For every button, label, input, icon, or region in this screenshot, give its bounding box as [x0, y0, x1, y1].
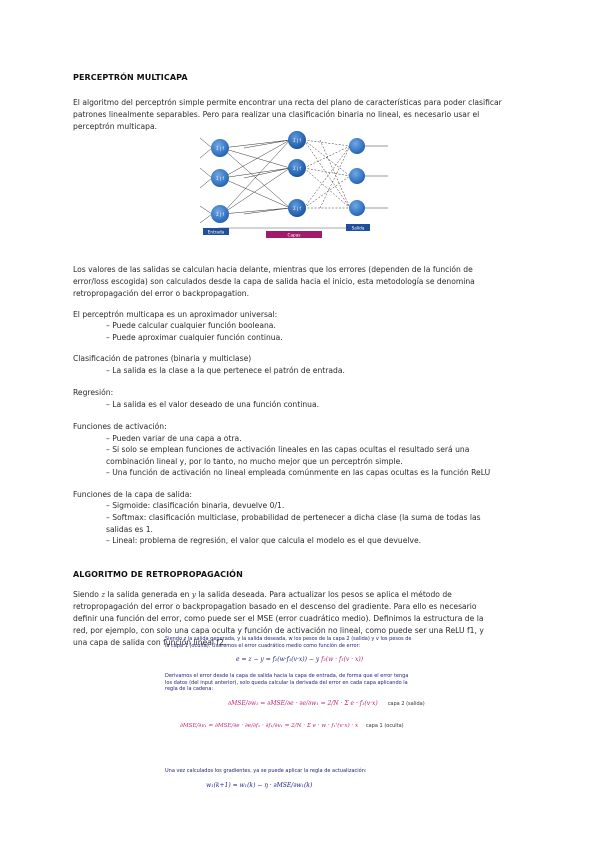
text-line: El algoritmo del perceptrón simple permite encontrar una recta del plano de características para poder clasificar [73, 98, 502, 107]
equation-note: capa 1 (oculta) [365, 723, 404, 729]
text-line [73, 589, 529, 601]
equation-weight-update-main: w₁(k+1) = w₁(k) − η · ∂MSE/∂w₁(k) [206, 782, 313, 789]
text-line: regla de la cadena: [165, 686, 214, 692]
equation-note: capa 2 (salida) [387, 701, 425, 707]
equation-gradient-w [228, 700, 425, 707]
text-line: perceptrón multicapa. [73, 122, 158, 131]
output-function-item [106, 512, 529, 536]
output-function-item: – Sigmoide: clasificación binaria, devuelve 0/1. [106, 501, 285, 510]
equation-gradient-v [180, 723, 404, 729]
neuron [349, 200, 365, 216]
text-line: patrones linealmente separables. Pero para realizar una clasificación binaria no lineal, es necesario usar el [73, 110, 480, 119]
text-line: definir una función del error, como puede ser el MSE (error cuadrático medio). Definimos la estructura de la [73, 614, 484, 623]
classification-heading: Clasificación de patrones (binaria y multiclase) [73, 354, 252, 363]
text-line: Derivamos el error desde la capa de salida hacia la capa de entrada, de forma que el error tenga [165, 673, 409, 679]
text-line: Los valores de las salidas se calculan hacia delante, mientras que los errores (dependen de la función de [73, 265, 473, 274]
neurons-layer-2 [288, 131, 306, 217]
text-line: error/loss escogida) son calculados desde la capa de salida hacia el inicio, esta metodología se denomina [73, 277, 475, 286]
neurons-layer-3 [349, 138, 365, 216]
text-line: – Softmax: clasificación multiclase, probabilidad de pertenecer a dicha clase (la suma de todas las [106, 513, 481, 522]
text-line: Siendo z la salida generada, y la salida deseada, w los pesos de la capa 2 (salida) y v los pesos de [165, 636, 412, 642]
equation-error [236, 656, 363, 663]
output-functions-heading: Funciones de la capa de salida: [73, 490, 192, 499]
equation-text-2 [165, 673, 465, 693]
text-line: una capa de salida con función lineal f2. [73, 638, 227, 647]
activation-item: – Pueden variar de una capa a otra. [106, 434, 242, 443]
equation-error-main: e = z − y = f₂(w·f₁(v·x)) − y [236, 656, 320, 663]
neuron-symbol: Σ | f [293, 138, 301, 143]
neuron [349, 138, 365, 154]
equation-gradient-w-main: ∂MSE/∂w₁ = ∂MSE/∂e · ∂e/∂w₁ = 2/N · Σ e · f₁(v·x) [228, 700, 378, 707]
propagation-paragraph [73, 264, 529, 300]
equation-gradient-v-main: ∂MSE/∂v₁ = ∂MSE/∂e · ∂e/∂f₁ · ∂f₁/∂v₁ = 2/N · Σ e · w · f₁'(v·x) · x [180, 723, 359, 729]
neuron-symbol: Σ | f [293, 166, 301, 171]
activation-item [106, 444, 529, 468]
regression-item: – La salida es el valor deseado de una función continua. [106, 400, 320, 409]
section-title-perceptron: PERCEPTRÓN MULTICAPA [73, 73, 188, 82]
classification-item: – La salida es la clase a la que pertenece el patrón de entrada. [106, 366, 345, 375]
neurons-layer-1 [211, 139, 229, 223]
text-fragment: la salida generada en [107, 590, 190, 599]
neuron-symbol: Σ | f [216, 176, 224, 181]
text-line: salidas es 1. [106, 525, 153, 534]
equation-error-tail: f₂(w · f₁(v · x)) [321, 656, 364, 663]
symbol-y: y [191, 591, 196, 599]
text-line: los datos (del input anterior), solo queda calcular la derivada del error en cada capa aplicando la [165, 679, 408, 686]
text-line: retropropagación del error o backpropagation basado en el descenso del gradiente. Para ello es necesario [73, 602, 477, 611]
approximator-item: – Puede aproximar cualquier función continua. [106, 333, 283, 342]
activation-heading: Funciones de activación: [73, 422, 167, 431]
regression-heading: Regresión: [73, 388, 114, 397]
neuron-symbol: Σ | f [216, 212, 224, 217]
text-line: – Si solo se emplean funciones de activación lineales en las capas ocultas el resultado será una [106, 445, 470, 454]
equation-weight-update [206, 782, 312, 789]
approximator-item: – Puede calcular cualquier función booleana. [106, 321, 276, 330]
activation-item: – Una función de activación no lineal empleada comúnmente en las capas ocultas es la función ReLU [106, 468, 491, 477]
hidden-layer-label: Capas [287, 232, 301, 238]
approximator-heading: El perceptrón multicapa es un aproximador universal: [73, 310, 278, 319]
neuron-symbol: Σ | f [293, 206, 301, 211]
text-line: red, por ejemplo, con solo una capa oculta y función de activación no lineal, como puede ser una ReLU f1, y [73, 626, 484, 635]
symbol-z: z [101, 591, 106, 599]
text-line: combinación lineal y, por lo tanto, no mucho mejor que un perceptrón simple. [106, 457, 403, 466]
neuron-symbol: Σ | f [216, 146, 224, 151]
neuron [349, 168, 365, 184]
text-fragment: Siendo [73, 590, 99, 599]
input-layer-label: Entrada [207, 229, 225, 235]
multilayer-perceptron-diagram [200, 128, 390, 240]
section-title-backpropagation: ALGORITMO DE RETROPROPAGACIÓN [73, 570, 243, 579]
output-function-item: – Lineal: problema de regresión, el valor que calcula el modelo es el que devuelve. [106, 536, 422, 545]
text-line: la capa 1 (oculta). Usaremos el error cuadrático medio como función de error: [165, 642, 361, 649]
equation-text-1 [165, 636, 465, 649]
equation-text-3: Una vez calculados los gradientes, ya se puede aplicar la regla de actualización: [165, 768, 367, 774]
text-line: retropropagación del error o backpropagation. [73, 289, 249, 298]
text-fragment: la salida deseada. Para actualizar los pesos se aplica el método de [198, 590, 452, 599]
output-layer-label: Salida [351, 225, 365, 231]
